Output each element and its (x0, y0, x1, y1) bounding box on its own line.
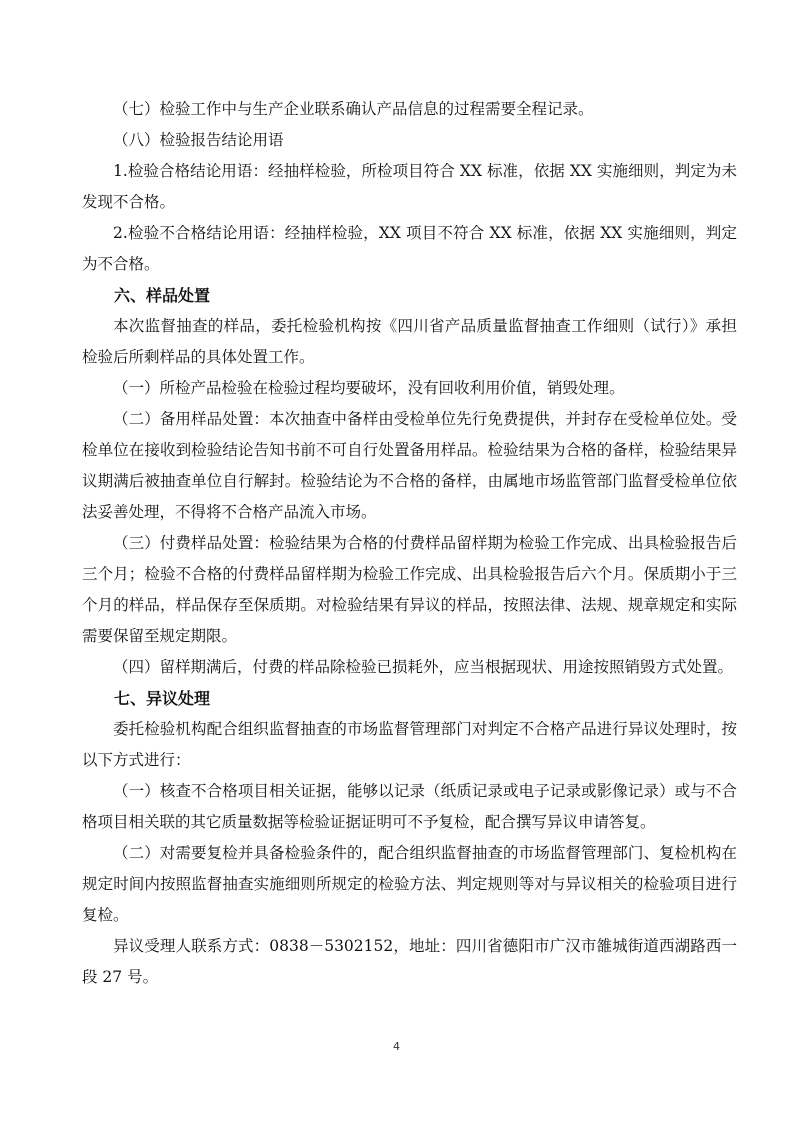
paragraph-disposal-intro: 本次监督抽查的样品，委托检验机构按《四川省产品质量监督抽查工作细则（试行）》承担检验后所剩样品的具体处置工作。 (82, 317, 737, 366)
paragraph-pass-conclusion: 1.检验合格结论用语：经抽样检验，所检项目符合 XX 标准，依据 XX 实施细则，判定为未发现不合格。 (82, 162, 737, 211)
paragraph-objection-intro: 委托检验机构配合组织监督抽查的市场监督管理部门对判定不合格产品进行异议处理时，按以下方式进行： (82, 720, 737, 769)
paragraph-conclusion-terms: （八）检验报告结论用语 (113, 131, 284, 149)
paragraph-verify-evidence: （一）核查不合格项目相关证据，能够以记录（纸质记录或电子记录或影像记录）或与不合格项目相关联的其它质量数据等检验证据证明可不予复检，配合撰写异议申请答复。 (82, 782, 737, 831)
heading-objection-handling: 七、异议处理 (114, 689, 211, 708)
paragraph-retention-expiry: （四）留样期满后，付费的样品除检验已损耗外，应当根据现状、用途按照销毁方式处置。 (113, 658, 734, 676)
paragraph-fail-conclusion: 2.检验不合格结论用语：经抽样检验，XX 项目不符合 XX 标准，依据 XX 实施细则，判定为不合格。 (82, 224, 737, 273)
paragraph-backup-samples: （二）备用样品处置：本次抽查中备样由受检单位先行免费提供，并封存在受检单位处。受检单位在接收到检验结论告知书前不可自行处置备用样品。检验结果为合格的备样，检验结果异议期满后被抽查单位自行解封。检验结论为不合格的备样，由属地市场监管部门监督受检单位依法妥善处理，不得将不合格产品流入市场。 (82, 410, 737, 521)
paragraph-destroyed-samples: （一）所检产品检验在检验过程均要破坏，没有回收利用价值，销毁处理。 (113, 379, 625, 397)
paragraph-paid-samples: （三）付费样品处置：检验结果为合格的付费样品留样期为检验工作完成、出具检验报告后三个月；检验不合格的付费样品留样期为检验工作完成、出具检验报告后六个月。保质期小于三个月的样品，样品保存至保质期。对检验结果有异议的样品，按照法律、法规、规章规定和实际需要保留至规定期限。 (82, 534, 737, 645)
paragraph-retest: （二）对需要复检并具备检验条件的，配合组织监督抽查的市场监督管理部门、复检机构在规定时间内按照监督抽查实施细则所规定的检验方法、判定规则等对与异议相关的检验项目进行复检。 (82, 844, 737, 924)
heading-sample-disposal: 六、样品处置 (114, 286, 211, 305)
paragraph-record-contact: （七）检验工作中与生产企业联系确认产品信息的过程需要全程记录。 (113, 100, 594, 118)
page-number: 4 (393, 1040, 400, 1053)
paragraph-contact-info: 异议受理人联系方式：0838－5302152，地址：四川省德阳市广汉市雒城街道西湖路西一段 27 号。 (82, 937, 737, 986)
document-body (82, 94, 737, 993)
